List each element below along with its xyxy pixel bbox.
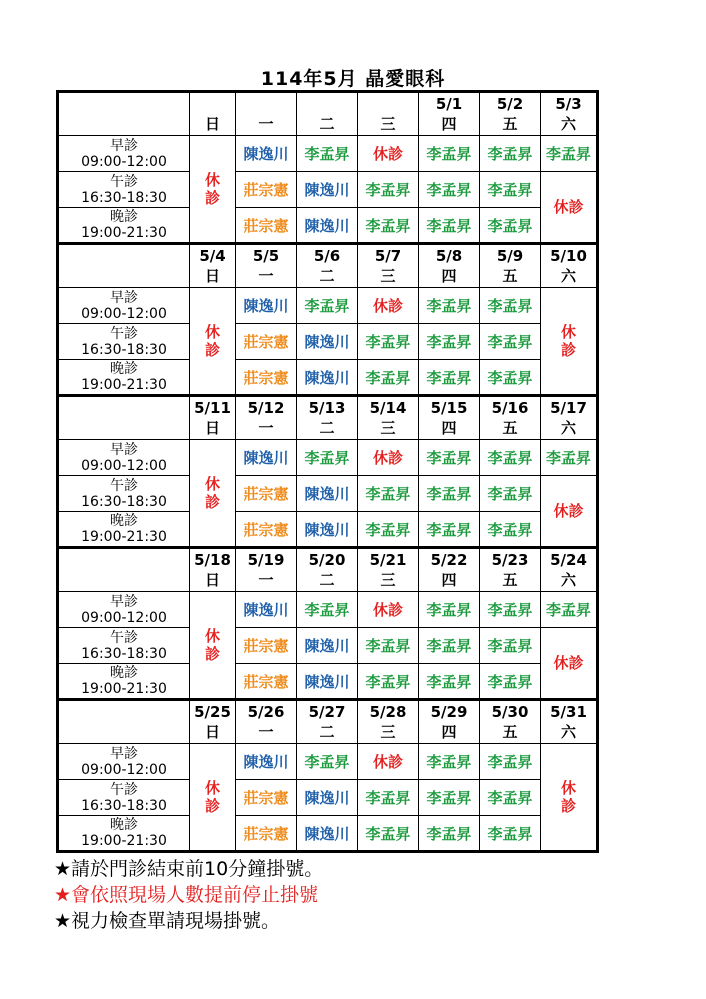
doctor-cell: 李孟昇 <box>419 440 480 476</box>
day-header <box>419 700 480 744</box>
day-date: 5/20 <box>308 551 346 569</box>
header-corner <box>58 548 190 592</box>
period-row <box>58 816 598 852</box>
day-weekday: 二 <box>319 115 335 133</box>
sunday-closed-label: 休診 <box>204 323 220 359</box>
period-label <box>58 172 190 208</box>
saturday-closed-label: 休診 <box>560 779 576 815</box>
day-header <box>419 92 480 136</box>
doctor-cell: 李孟昇 <box>419 208 480 244</box>
period-time: 09:00-12:00 <box>81 153 167 170</box>
period-row <box>58 288 598 324</box>
day-weekday: 六 <box>560 115 576 133</box>
day-header <box>358 92 419 136</box>
day-header <box>297 244 358 288</box>
period-name: 早診 <box>110 441 138 458</box>
doctor-cell: 李孟昇 <box>480 136 541 172</box>
day-header <box>297 92 358 136</box>
day-header <box>236 548 297 592</box>
day-weekday: 二 <box>319 267 335 285</box>
doctor-cell: 李孟昇 <box>358 512 419 548</box>
period-row <box>58 744 598 780</box>
sunday-closed <box>190 288 236 396</box>
period-row <box>58 208 598 244</box>
day-date: 5/6 <box>313 247 341 265</box>
period-name: 午診 <box>110 629 138 646</box>
day-date <box>236 94 296 114</box>
day-date <box>190 94 235 114</box>
doctor-cell: 李孟昇 <box>419 476 480 512</box>
period-row <box>58 440 598 476</box>
doctor-cell: 李孟昇 <box>358 172 419 208</box>
doctor-cell: 李孟昇 <box>419 780 480 816</box>
sunday-closed-label: 休診 <box>204 171 220 207</box>
doctor-cell: 陳逸川 <box>297 324 358 360</box>
day-header <box>480 92 541 136</box>
day-date <box>358 94 418 114</box>
period-label <box>58 288 190 324</box>
doctor-cell: 李孟昇 <box>480 324 541 360</box>
period-row <box>58 476 598 512</box>
day-date: 5/26 <box>247 703 285 721</box>
doctor-cell: 李孟昇 <box>297 592 358 628</box>
period-row <box>58 664 598 700</box>
day-weekday: 三 <box>380 571 396 589</box>
doctor-cell: 莊宗憲 <box>236 208 297 244</box>
day-header <box>236 700 297 744</box>
sunday-closed <box>190 592 236 700</box>
day-weekday: 三 <box>380 115 396 133</box>
day-header <box>190 396 236 440</box>
day-header <box>190 700 236 744</box>
day-header <box>236 396 297 440</box>
day-date: 5/18 <box>194 551 231 569</box>
doctor-cell: 李孟昇 <box>480 360 541 396</box>
day-weekday: 日 <box>204 571 220 589</box>
doctor-cell: 李孟昇 <box>297 136 358 172</box>
doctor-cell: 李孟昇 <box>419 744 480 780</box>
period-row <box>58 512 598 548</box>
day-header <box>190 548 236 592</box>
period-time: 16:30-18:30 <box>81 341 167 358</box>
period-label <box>58 592 190 628</box>
doctor-cell: 莊宗憲 <box>236 172 297 208</box>
day-weekday: 五 <box>502 723 518 741</box>
day-header <box>358 700 419 744</box>
doctor-cell: 李孟昇 <box>297 744 358 780</box>
week-header-row <box>58 548 598 592</box>
period-time: 19:00-21:30 <box>81 833 167 849</box>
period-time: 09:00-12:00 <box>81 457 167 474</box>
doctor-cell: 李孟昇 <box>480 592 541 628</box>
day-header <box>541 396 598 440</box>
doctor-cell: 李孟昇 <box>480 288 541 324</box>
period-name: 晚診 <box>110 817 138 833</box>
day-header <box>190 92 236 136</box>
day-header <box>236 92 297 136</box>
doctor-cell: 莊宗憲 <box>236 324 297 360</box>
week-header-row <box>58 700 598 744</box>
doctor-cell: 陳逸川 <box>297 208 358 244</box>
doctor-cell: 李孟昇 <box>480 664 541 700</box>
day-weekday: 六 <box>560 571 576 589</box>
doctor-cell: 陳逸川 <box>236 592 297 628</box>
doctor-cell: 陳逸川 <box>297 512 358 548</box>
saturday-closed: 休診 <box>541 172 598 244</box>
period-row <box>58 780 598 816</box>
doctor-cell: 休診 <box>358 288 419 324</box>
week-header-row <box>58 92 598 136</box>
day-weekday: 四 <box>441 419 457 437</box>
day-date: 5/9 <box>496 247 524 265</box>
day-weekday: 日 <box>204 115 220 133</box>
period-label <box>58 744 190 780</box>
day-date: 5/3 <box>555 95 582 113</box>
day-header <box>419 548 480 592</box>
day-date: 5/19 <box>247 551 285 569</box>
doctor-cell: 李孟昇 <box>480 440 541 476</box>
doctor-cell: 休診 <box>358 744 419 780</box>
day-weekday: 四 <box>441 115 457 133</box>
day-weekday: 三 <box>380 267 396 285</box>
period-name: 晚診 <box>110 665 138 681</box>
day-weekday: 三 <box>380 419 396 437</box>
period-time: 19:00-21:30 <box>81 681 167 697</box>
period-label <box>58 136 190 172</box>
day-date: 5/13 <box>308 399 346 417</box>
header-corner <box>58 396 190 440</box>
saturday-morning-cell: 李孟昇 <box>541 136 598 172</box>
day-weekday: 六 <box>560 723 576 741</box>
day-date: 5/4 <box>199 247 226 265</box>
day-date: 5/27 <box>308 703 346 721</box>
day-header <box>480 548 541 592</box>
day-weekday: 五 <box>502 115 518 133</box>
period-name: 晚診 <box>110 513 138 529</box>
day-date: 5/30 <box>491 703 529 721</box>
day-header <box>541 92 598 136</box>
day-weekday: 一 <box>258 723 274 741</box>
day-date: 5/15 <box>430 399 468 417</box>
day-weekday: 五 <box>502 571 518 589</box>
day-weekday: 四 <box>441 267 457 285</box>
note-3: ★視力檢查單請現場掛號。 <box>54 910 281 932</box>
day-date: 5/21 <box>369 551 407 569</box>
period-label <box>58 628 190 664</box>
period-row <box>58 324 598 360</box>
day-header <box>358 244 419 288</box>
day-header <box>480 396 541 440</box>
saturday-closed <box>541 288 598 396</box>
day-weekday: 一 <box>258 115 274 133</box>
notes <box>54 856 674 934</box>
week-header-row <box>58 396 598 440</box>
day-date: 5/28 <box>369 703 407 721</box>
doctor-cell: 李孟昇 <box>358 816 419 852</box>
day-header <box>297 396 358 440</box>
schedule-table <box>56 90 599 853</box>
header-corner <box>58 700 190 744</box>
day-date: 5/24 <box>550 551 587 569</box>
period-row <box>58 360 598 396</box>
saturday-closed-label: 休診 <box>560 323 576 359</box>
period-time: 16:30-18:30 <box>81 797 167 814</box>
day-date: 5/25 <box>194 703 231 721</box>
doctor-cell: 陳逸川 <box>297 360 358 396</box>
note-1: ★請於門診結束前10分鐘掛號。 <box>54 858 324 880</box>
day-date: 5/22 <box>430 551 468 569</box>
saturday-morning-cell: 李孟昇 <box>541 440 598 476</box>
doctor-cell: 莊宗憲 <box>236 360 297 396</box>
doctor-cell: 陳逸川 <box>297 816 358 852</box>
day-weekday: 二 <box>319 723 335 741</box>
doctor-cell: 陳逸川 <box>297 664 358 700</box>
period-time: 09:00-12:00 <box>81 761 167 778</box>
day-header <box>236 244 297 288</box>
period-label <box>58 780 190 816</box>
period-name: 早診 <box>110 289 138 306</box>
doctor-cell: 陳逸川 <box>236 288 297 324</box>
doctor-cell: 陳逸川 <box>297 172 358 208</box>
doctor-cell: 莊宗憲 <box>236 780 297 816</box>
doctor-cell: 李孟昇 <box>297 440 358 476</box>
doctor-cell: 李孟昇 <box>480 780 541 816</box>
doctor-cell: 休診 <box>358 592 419 628</box>
doctor-cell: 李孟昇 <box>480 744 541 780</box>
period-row <box>58 628 598 664</box>
day-header <box>419 244 480 288</box>
period-name: 午診 <box>110 781 138 798</box>
day-header <box>297 548 358 592</box>
doctor-cell: 陳逸川 <box>236 744 297 780</box>
header-corner <box>58 92 190 136</box>
period-label <box>58 440 190 476</box>
day-weekday: 一 <box>258 419 274 437</box>
doctor-cell: 李孟昇 <box>480 172 541 208</box>
doctor-cell: 李孟昇 <box>358 476 419 512</box>
doctor-cell: 李孟昇 <box>480 816 541 852</box>
period-name: 晚診 <box>110 361 138 377</box>
doctor-cell: 李孟昇 <box>419 360 480 396</box>
doctor-cell: 李孟昇 <box>480 208 541 244</box>
period-label <box>58 324 190 360</box>
period-time: 16:30-18:30 <box>81 493 167 510</box>
day-weekday: 五 <box>502 267 518 285</box>
doctor-cell: 陳逸川 <box>297 780 358 816</box>
sunday-closed <box>190 440 236 548</box>
day-header <box>190 244 236 288</box>
doctor-cell: 李孟昇 <box>358 628 419 664</box>
day-weekday: 二 <box>319 419 335 437</box>
day-weekday: 五 <box>502 419 518 437</box>
period-row <box>58 136 598 172</box>
week-header-row <box>58 244 598 288</box>
period-time: 09:00-12:00 <box>81 305 167 322</box>
doctor-cell: 休診 <box>358 136 419 172</box>
page-title: 114年5月 晶愛眼科 <box>260 68 446 90</box>
day-weekday: 四 <box>441 571 457 589</box>
period-label <box>58 208 190 244</box>
doctor-cell: 李孟昇 <box>419 816 480 852</box>
doctor-cell: 陳逸川 <box>297 476 358 512</box>
saturday-morning-cell: 李孟昇 <box>541 592 598 628</box>
day-weekday: 四 <box>441 723 457 741</box>
period-name: 午診 <box>110 325 138 342</box>
day-header <box>541 244 598 288</box>
saturday-closed <box>541 744 598 852</box>
doctor-cell: 李孟昇 <box>419 172 480 208</box>
doctor-cell: 李孟昇 <box>419 288 480 324</box>
day-header <box>297 700 358 744</box>
period-name: 午診 <box>110 173 138 190</box>
day-header <box>358 548 419 592</box>
day-header <box>358 396 419 440</box>
doctor-cell: 李孟昇 <box>419 512 480 548</box>
period-time: 19:00-21:30 <box>81 377 167 393</box>
doctor-cell: 陳逸川 <box>236 440 297 476</box>
period-label <box>58 664 190 700</box>
day-weekday: 六 <box>560 267 576 285</box>
period-time: 19:00-21:30 <box>81 529 167 545</box>
day-weekday: 二 <box>319 571 335 589</box>
doctor-cell: 莊宗憲 <box>236 476 297 512</box>
doctor-cell: 莊宗憲 <box>236 512 297 548</box>
day-date: 5/16 <box>491 399 529 417</box>
day-weekday: 六 <box>560 419 576 437</box>
period-time: 16:30-18:30 <box>81 645 167 662</box>
doctor-cell: 李孟昇 <box>419 592 480 628</box>
doctor-cell: 李孟昇 <box>480 512 541 548</box>
day-date: 5/8 <box>435 247 463 265</box>
day-date: 5/14 <box>369 399 407 417</box>
doctor-cell: 李孟昇 <box>358 208 419 244</box>
period-time: 19:00-21:30 <box>81 225 167 241</box>
doctor-cell: 李孟昇 <box>419 324 480 360</box>
sunday-closed <box>190 744 236 852</box>
period-row <box>58 592 598 628</box>
day-header <box>541 548 598 592</box>
period-name: 午診 <box>110 477 138 494</box>
period-name: 晚診 <box>110 209 138 225</box>
sunday-closed-label: 休診 <box>204 627 220 663</box>
day-date <box>297 94 357 114</box>
day-weekday: 日 <box>204 419 220 437</box>
day-date: 5/31 <box>550 703 587 721</box>
period-name: 早診 <box>110 745 138 762</box>
doctor-cell: 莊宗憲 <box>236 664 297 700</box>
day-date: 5/12 <box>247 399 285 417</box>
day-header <box>419 396 480 440</box>
day-date: 5/23 <box>491 551 529 569</box>
day-weekday: 三 <box>380 723 396 741</box>
period-label <box>58 512 190 548</box>
saturday-closed: 休診 <box>541 476 598 548</box>
doctor-cell: 陳逸川 <box>297 628 358 664</box>
schedule-grid <box>56 90 596 857</box>
day-date: 5/5 <box>252 247 280 265</box>
day-weekday: 日 <box>204 723 220 741</box>
doctor-cell: 莊宗憲 <box>236 816 297 852</box>
doctor-cell: 李孟昇 <box>358 664 419 700</box>
doctor-cell: 李孟昇 <box>480 628 541 664</box>
day-date: 5/17 <box>550 399 587 417</box>
doctor-cell: 李孟昇 <box>480 476 541 512</box>
note-2: ★會依照現場人數提前停止掛號 <box>54 884 319 906</box>
period-row <box>58 172 598 208</box>
period-label <box>58 476 190 512</box>
day-date: 5/11 <box>194 399 231 417</box>
day-weekday: 一 <box>258 571 274 589</box>
day-date: 5/7 <box>374 247 402 265</box>
header-corner <box>58 244 190 288</box>
doctor-cell: 莊宗憲 <box>236 628 297 664</box>
doctor-cell: 李孟昇 <box>358 324 419 360</box>
period-time: 09:00-12:00 <box>81 609 167 626</box>
doctor-cell: 李孟昇 <box>419 628 480 664</box>
day-date: 5/10 <box>550 247 587 265</box>
day-date: 5/1 <box>435 95 463 113</box>
day-date: 5/29 <box>430 703 468 721</box>
period-name: 早診 <box>110 137 138 154</box>
day-weekday: 日 <box>204 267 220 285</box>
period-label <box>58 360 190 396</box>
doctor-cell: 李孟昇 <box>358 780 419 816</box>
day-header <box>541 700 598 744</box>
day-date: 5/2 <box>496 95 524 113</box>
sunday-closed <box>190 136 236 244</box>
period-name: 早診 <box>110 593 138 610</box>
day-weekday: 一 <box>258 267 274 285</box>
doctor-cell: 李孟昇 <box>297 288 358 324</box>
period-label <box>58 816 190 852</box>
doctor-cell: 李孟昇 <box>419 136 480 172</box>
sunday-closed-label: 休診 <box>204 475 220 511</box>
period-time: 16:30-18:30 <box>81 189 167 206</box>
sunday-closed-label: 休診 <box>204 779 220 815</box>
doctor-cell: 休診 <box>358 440 419 476</box>
day-header <box>480 700 541 744</box>
day-header <box>480 244 541 288</box>
doctor-cell: 陳逸川 <box>236 136 297 172</box>
doctor-cell: 李孟昇 <box>419 664 480 700</box>
doctor-cell: 李孟昇 <box>358 360 419 396</box>
saturday-closed: 休診 <box>541 628 598 700</box>
